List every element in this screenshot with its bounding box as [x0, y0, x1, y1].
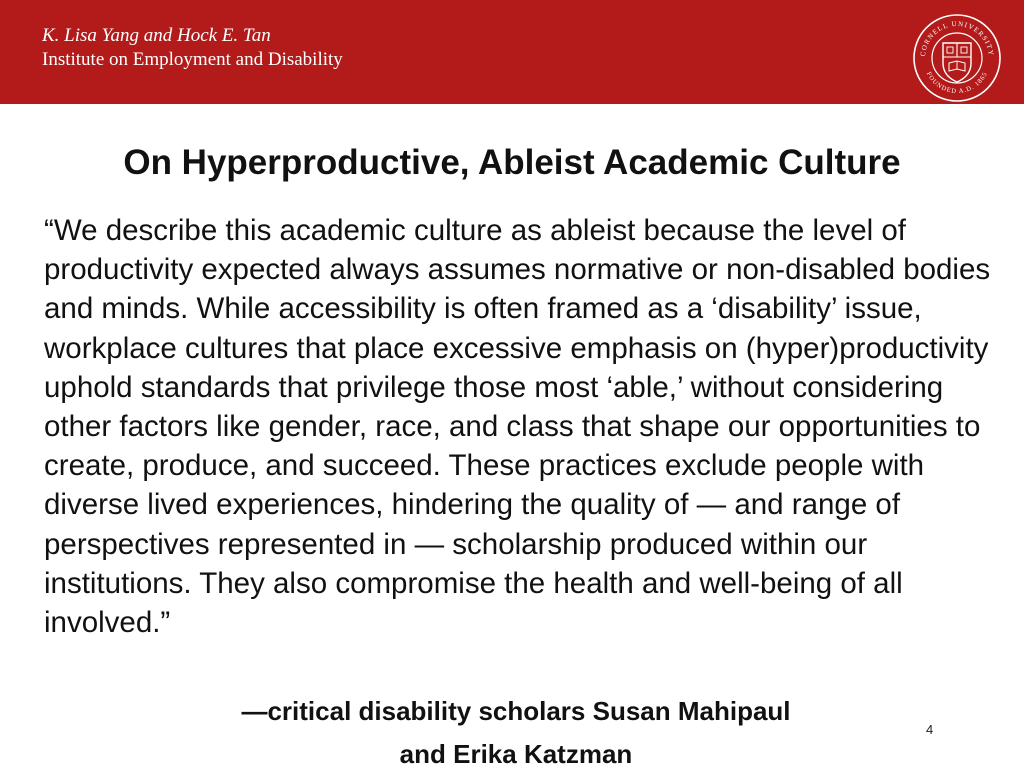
header-banner — [0, 0, 1024, 104]
slide-title: On Hyperproductive, Ableist Academic Culture — [123, 143, 901, 182]
seal-text-top: CORNELL UNIVERSITY — [918, 19, 996, 57]
seal-text-bottom: FOUNDED A.D. 1865 — [924, 70, 990, 96]
institute-name-line2: Institute on Employment and Disability — [42, 49, 343, 70]
quote-text: “We describe this academic culture as ableist because the level of productivity expected always assumes normative or non-disabled bodies and minds. While accessibility is often framed as a ‘disability’ issue, workplace cultures that place excessive emphasis on (hyper)productivity uphold standards that privilege those most ‘able,’ without considering other factors like gender, race, and class that shape our opportunities to create, produce, and succeed. These practices exclude people with diverse lived experiences, hindering the quality of — and range of perspectives represented in — scholarship produced within our institutions. They also compromise the health and well-being of all involved.” — [44, 214, 991, 640]
quote-attribution — [0, 690, 1024, 776]
institute-name-line1: K. Lisa Yang and Hock E. Tan — [42, 25, 271, 46]
attribution-line1: —critical disability scholars Susan Mahipaul — [241, 696, 791, 726]
cornell-seal-icon — [912, 13, 1002, 103]
attribution-line2: and Erika Katzman — [399, 739, 633, 769]
page-number: 4 — [926, 722, 934, 737]
